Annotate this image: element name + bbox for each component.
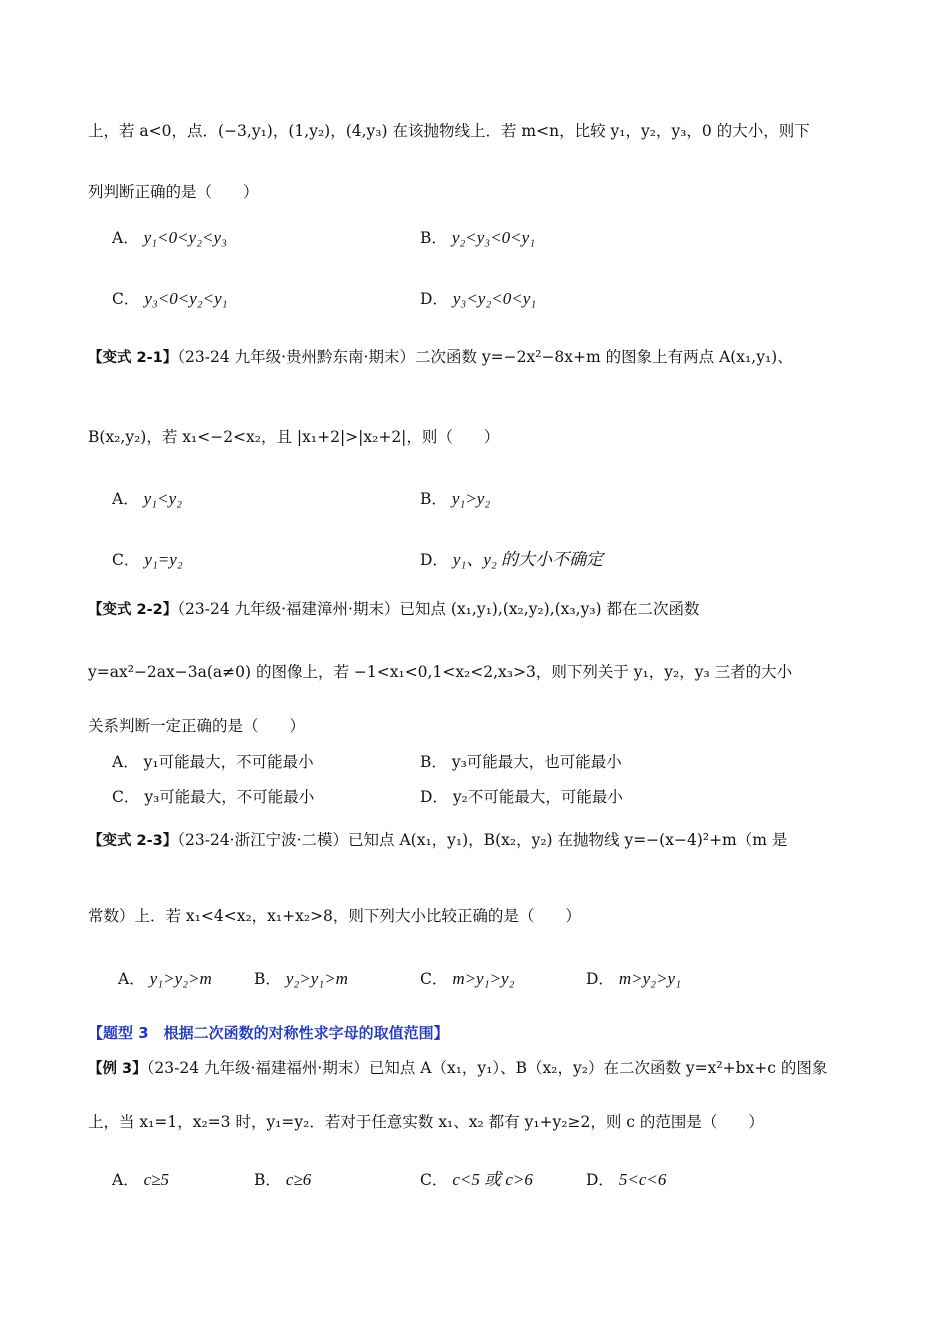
option-label: D． <box>420 290 448 308</box>
variant-2-3-option-b <box>254 967 348 991</box>
option-text: y₃可能最大，不可能最小 <box>144 788 315 806</box>
option-text: c≥6 <box>285 1170 312 1189</box>
option-label: A． <box>112 753 139 771</box>
section-heading: 【题型 3 根据二次函数的对称性求字母的取值范围】 <box>88 1024 449 1042</box>
option-text: y₃可能最大，也可能最小 <box>451 753 622 771</box>
option-text: y₁<0<y₂<y₃ <box>143 228 227 247</box>
variant-2-1-option-d <box>420 548 603 572</box>
option-text: m>y₁>y₂ <box>452 969 515 988</box>
option-label: A． <box>118 970 145 988</box>
example-3-option-a <box>112 1168 169 1192</box>
option-label: D． <box>586 1171 614 1189</box>
variant-2-1-option-a <box>112 487 182 511</box>
variant-2-2-line-1 <box>88 597 863 622</box>
option-label: A． <box>112 1171 139 1189</box>
intro-option-b <box>420 226 535 250</box>
option-text: y₃<0<y₂<y₁ <box>144 289 228 308</box>
intro-option-a <box>112 226 227 250</box>
variant-2-2-option-a <box>112 750 314 774</box>
option-label: C． <box>112 788 140 806</box>
option-label: A． <box>112 490 139 508</box>
example-3-line-2: 上，当 x₁=1，x₂=3 时，y₁=y₂．若对于任意实数 x₁、x₂ 都有 y₁+y₂≥2，则 c 的范围是（ ） <box>88 1113 764 1131</box>
variant-2-2-tag: 【变式 2-2】 <box>88 602 178 618</box>
option-label: D． <box>420 788 448 806</box>
option-label: B． <box>254 970 281 988</box>
example-3-tag: 【例 3】 <box>88 1061 147 1077</box>
variant-2-2-text: （23-24 九年级·福建漳州·期末）已知点 (x₁,y₁),(x₂,y₂),(x₃,y₃) 都在二次函数 <box>177 600 700 618</box>
option-label: B． <box>420 490 447 508</box>
option-text: y₁<y₂ <box>143 489 183 508</box>
intro-line-2: 列判断正确的是（ ） <box>88 183 259 201</box>
option-text: y₁>y₂>m <box>149 969 212 988</box>
option-label: D． <box>586 970 614 988</box>
option-label: B． <box>420 753 447 771</box>
option-text: y₂<y₃<0<y₁ <box>451 228 536 247</box>
option-label: D． <box>420 551 448 569</box>
variant-2-3-text: （23-24·浙江宁波·二模）已知点 A(x₁，y₁)，B(x₂，y₂) 在抛物线 y=−(x−4)²+m（m 是 <box>177 831 788 849</box>
option-text: c<5 或 c>6 <box>452 1170 533 1189</box>
variant-2-3-tag: 【变式 2-3】 <box>88 833 178 849</box>
option-text: y₃<y₂<0<y₁ <box>452 289 537 308</box>
option-label: C． <box>420 970 448 988</box>
variant-2-2-option-c <box>112 785 314 809</box>
variant-2-2-option-d <box>420 785 623 809</box>
variant-2-1-line-2: B(x₂,y₂)，若 x₁<−2<x₂，且 |x₁+2|>|x₂+2|，则（ ） <box>88 428 500 446</box>
variant-2-2-line-2: y=ax²−2ax−3a(a≠0) 的图像上，若 −1<x₁<0,1<x₂<2,x₃>3，则下列关于 y₁，y₂，y₃ 三者的大小 <box>88 663 793 681</box>
option-label: A． <box>112 229 139 247</box>
option-text: y₂不可能最大，可能最小 <box>452 788 623 806</box>
variant-2-2-line-3: 关系判断一定正确的是（ ） <box>88 717 306 735</box>
variant-2-1-text: （23-24 九年级·贵州黔东南·期末）二次函数 y=−2x²−8x+m 的图象上有两点 A(x₁,y₁)、 <box>177 348 793 366</box>
variant-2-1-option-b <box>420 487 490 511</box>
variant-2-3-line-1 <box>88 828 863 853</box>
option-label: C． <box>112 290 140 308</box>
intro-option-d <box>420 287 536 311</box>
variant-2-1-option-c <box>112 548 183 572</box>
option-text: 5<c<6 <box>618 1170 667 1189</box>
variant-2-1-tag: 【变式 2-1】 <box>88 350 178 366</box>
option-label: C． <box>112 551 140 569</box>
example-3-option-d <box>586 1168 666 1192</box>
example-3-option-c <box>420 1168 533 1192</box>
variant-2-1-line-1 <box>88 345 863 370</box>
option-label: B． <box>254 1171 281 1189</box>
option-text: y₁=y₂ <box>144 550 183 569</box>
option-text: y₁、y₂ 的大小不确定 <box>452 550 604 569</box>
option-label: B． <box>420 229 447 247</box>
variant-2-3-option-c <box>420 967 514 991</box>
intro-line-1: 上，若 a<0，点．(−3,y₁)，(1,y₂)，(4,y₃) 在该抛物线上．若 m<n，比较 y₁，y₂，y₃，0 的大小，则下 <box>88 122 810 140</box>
variant-2-3-option-d <box>586 967 681 991</box>
intro-option-c <box>112 287 228 311</box>
option-text: c≥5 <box>143 1170 170 1189</box>
example-3-option-b <box>254 1168 311 1192</box>
variant-2-3-line-2: 常数）上．若 x₁<4<x₂，x₁+x₂>8，则下列大小比较正确的是（ ） <box>88 907 581 925</box>
option-text: y₂>y₁>m <box>285 969 348 988</box>
example-3-text: （23-24 九年级·福建福州·期末）已知点 A（x₁，y₁）、B（x₂，y₂）在二次函数 y=x²+bx+c 的图象 <box>146 1059 828 1077</box>
example-3-line-1 <box>88 1056 863 1081</box>
option-text: y₁可能最大，不可能最小 <box>143 753 314 771</box>
option-label: C． <box>420 1171 448 1189</box>
variant-2-2-option-b <box>420 750 622 774</box>
option-text: y₁>y₂ <box>451 489 491 508</box>
variant-2-3-option-a <box>118 967 212 991</box>
option-text: m>y₂>y₁ <box>618 969 682 988</box>
